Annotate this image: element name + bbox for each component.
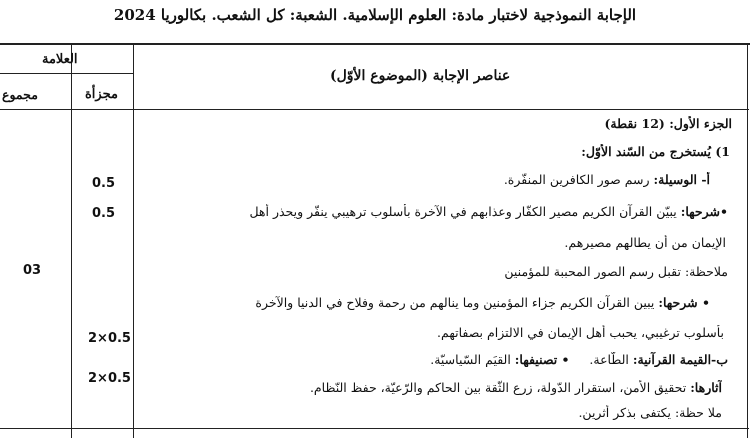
partial-score-4: 2×0.5 [88, 371, 131, 386]
partial-score-1: 0.5 [92, 176, 116, 191]
answer-b [142, 352, 728, 367]
explain-2-text: يبين القرآن الكريم جزاء المؤمنين وما ينالهم من رحمة وفلاح في الدنيا والآخرة [255, 295, 659, 310]
explain-2 [142, 295, 710, 310]
note-1: ملاحظة: تقبل رسم الصور المحببة للمؤمنين [504, 264, 728, 279]
col-divider-total [71, 45, 72, 438]
explain-1-cont: الإيمان من أن يطالهم مصيرهم. [564, 235, 726, 250]
mark-group-label: العلامة [42, 52, 78, 67]
col-answer-label: عناصر الإجابة (الموضوع الأوّل) [330, 68, 511, 84]
partial-score-2: 0.5 [92, 206, 116, 221]
effects-text: تحقيق الأمن، استقرار الدّولة، زرع الثّقة بين الحاكم والرّعيّة، حفظ النّظام. [309, 380, 691, 395]
explain-2-label: • شرحها: [658, 295, 710, 310]
table-right-border [747, 45, 748, 438]
explain-1-label: •شرحها: [680, 204, 728, 219]
explain-1-text: يبيّن القرآن الكريم مصير الكفّار وعذابهم في الآخرة بأسلوب ترهيبي ينفّر ويحذر أهل [249, 204, 681, 219]
answer-b-class-label: • تصنيفها: [514, 352, 570, 367]
answer-b-class-value: القيَم السّياسيّة. [430, 352, 515, 367]
page-header [0, 6, 750, 24]
note-2: ملا حظة: يكتفى بذكر أثرين. [578, 405, 722, 420]
answer-a-text: رسم صور الكافرين المنفّرة. [503, 172, 654, 187]
partial-score-3: 2×0.5 [88, 331, 131, 346]
table-bottom-line [0, 428, 749, 429]
total-score: 03 [23, 263, 42, 278]
answer-a [142, 172, 710, 187]
answer-b-label: ب-القيمة القرآنية: [632, 352, 728, 367]
answer-table [0, 43, 750, 438]
col-divider-partial [133, 45, 134, 438]
answer-b-value: الطّاعة. [589, 352, 633, 367]
explain-2-cont: بأسلوب ترغيبي، يحبب أهل الإيمان في الالتزام بصفاتهم. [437, 325, 724, 340]
mark-group-underline [0, 73, 134, 74]
header-title: الإجابة النموذجية لاختبار مادة: العلوم الإسلامية. الشعبة: كل الشعب. بكالوريا 2024 [113, 6, 637, 24]
explain-1 [142, 204, 728, 219]
col-partial-label: مجزأة [85, 87, 118, 102]
col-total-label: مجموع [2, 87, 38, 102]
effects [142, 380, 722, 395]
head-bottom-line [0, 109, 749, 110]
answer-a-label: أ- الوسيلة: [653, 172, 710, 187]
part-title: الجزء الأول: (12 نقطة) [604, 116, 732, 131]
question-1: 1) يُستخرج من السّند الأوّل: [581, 144, 730, 159]
effects-label: آثارها: [690, 380, 722, 395]
